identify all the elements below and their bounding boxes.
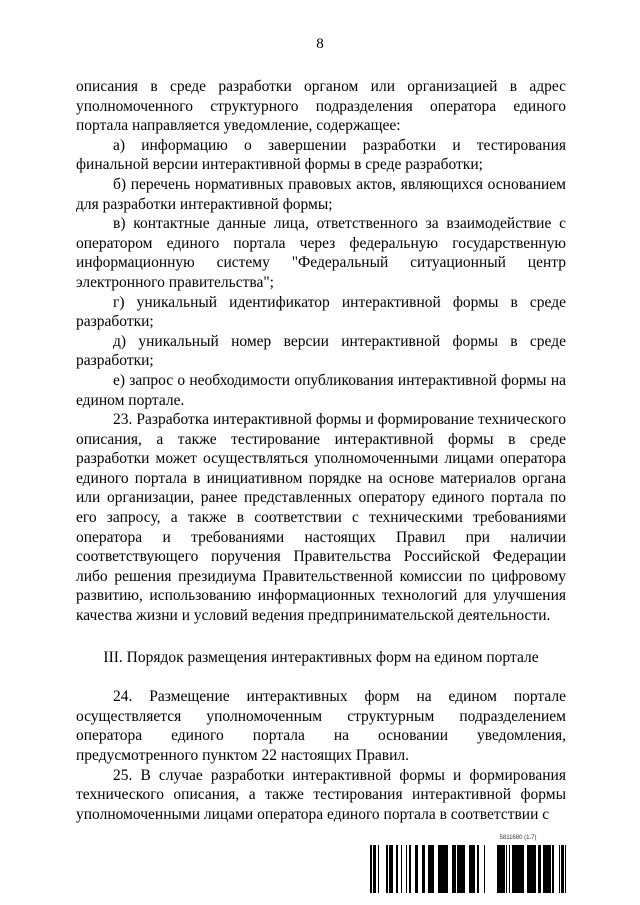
clause-23: 23. Разработка интерактивной формы и формирование технического описания, а также тестирование интерактивной формы в среде разработки может осуществляться уполномоченными лицами оператора единого портала в инициативном порядке на основе материалов органа или организации, ранее представленных оператору единого портала по его запросу, а также в соответствии с техническими требованиями оператора и требованиями настоящих Правил при наличии соответствующего поручения Правительства Российской Федерации либо решения президиума Правительственной комиссии по цифровому развитию, использованию информационных технологий для улучшения качества жизни и условий ведения предпринимательской деятельности. bbox=[76, 411, 566, 625]
list-item-e: е) запрос о необходимости опубликования интерактивной формы на едином портале. bbox=[76, 371, 566, 409]
list-item-g: г) уникальный идентификатор интерактивной формы в среде разработки; bbox=[76, 293, 566, 331]
page-number: 8 bbox=[316, 36, 324, 52]
document-stamp-code: 5811680 (1.7) bbox=[499, 835, 537, 841]
clause-24: 24. Размещение интерактивных форм на едином портале осуществляется уполномоченным структурным подразделением оператора единого портала на основании уведомления, предусмотренного пунктом 22 настоящих Правил. bbox=[76, 688, 566, 764]
paragraph: описания в среде разработки органом или организацией в адрес уполномоченного структурного подразделения оператора единого портала направляется уведомление, содержащее: bbox=[76, 78, 566, 135]
clause-25: 25. В случае разработки интерактивной формы и формирования технического описания, а также тестирования интерактивной формы уполномоченными лицами оператора единого портала в соответствии с bbox=[76, 766, 566, 823]
document-body bbox=[76, 77, 566, 824]
list-item-v: в) контактные данные лица, ответственного за взаимодействие с оператором единого портала через федеральную государственную информационную систему "Федеральный ситуационный центр электронного правительства"; bbox=[76, 215, 566, 291]
list-item-a: а) информацию о завершении разработки и тестирования финальной версии интерактивной формы в среде разработки; bbox=[76, 136, 566, 174]
barcode bbox=[370, 845, 566, 893]
section-heading: III. Порядок размещения интерактивных форм на едином портале bbox=[103, 648, 539, 666]
list-item-b: б) перечень нормативных правовых актов, являющихся основанием для разработки интерактивной формы; bbox=[76, 175, 566, 213]
list-item-d: д) уникальный номер версии интерактивной формы в среде разработки; bbox=[76, 332, 566, 370]
